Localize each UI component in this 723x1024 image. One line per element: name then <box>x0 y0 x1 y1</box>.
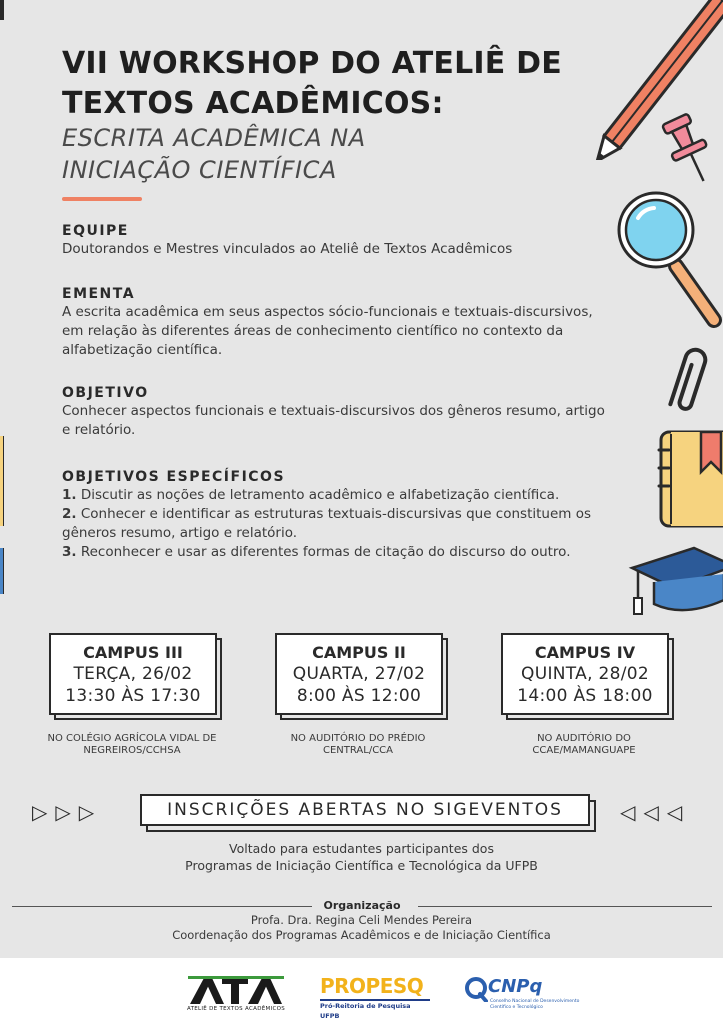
campus-day: TERÇA, 26/02 <box>73 664 193 684</box>
campus-time: 8:00 ÀS 12:00 <box>296 686 422 706</box>
audience-line: Programas de Iniciação Científica e Tecnológica da UFPB <box>185 858 538 873</box>
cnpq-logo-mark <box>464 976 488 1002</box>
box-front <box>49 633 217 715</box>
magnifying-glass-icon <box>614 188 723 333</box>
campus-card <box>49 633 217 757</box>
section-text: A escrita acadêmica em seus aspectos sócio-funcionais e textuais-discursivos, em relação às diferentes áreas de conhecimento científico no contexto da alfabetização científica. <box>62 304 593 358</box>
section-heading: OBJETIVOS ESPECÍFICOS <box>62 469 286 485</box>
campus-place: NO AUDITÓRIO DO PRÉDIO CENTRAL/CCA <box>290 733 426 756</box>
title-line: VII WORKSHOP DO ATELIÊ DE <box>62 46 562 81</box>
item-text: Reconhecer e usar as diferentes formas de citação do discurso do outro. <box>76 544 571 560</box>
propesq-logo-text: PROPESQ <box>320 974 424 998</box>
propesq-logo-subtitle: Pró-Reitoria de Pesquisa UFPB <box>320 1002 411 1020</box>
campus-place: NO COLÉGIO AGRÍCOLA VIDAL DE NEGREIROS/CCHSA <box>47 733 217 756</box>
box-front <box>275 633 443 715</box>
item-number: 2. <box>62 506 77 522</box>
section-ementa <box>62 285 607 360</box>
notebook-icon <box>655 428 723 530</box>
left-edge-decoration <box>0 548 4 594</box>
organization-label: Organização <box>323 899 401 912</box>
item-text: Discutir as noções de letramento acadêmico e alfabetização científica. <box>76 487 560 503</box>
section-equipe <box>62 222 607 259</box>
organization-header <box>12 899 712 913</box>
cnpq-logo-text: CNPq <box>488 976 543 997</box>
propesq-logo <box>320 974 432 1020</box>
list-item <box>62 505 607 543</box>
campus-box <box>49 633 217 715</box>
list-item <box>62 486 607 505</box>
list-item <box>62 543 607 562</box>
campus-time: 14:00 ÀS 18:00 <box>517 686 653 706</box>
campus-name: CAMPUS III <box>83 643 183 662</box>
ata-logo <box>186 976 286 1016</box>
logos-footer <box>0 958 723 1024</box>
item-number: 3. <box>62 544 77 560</box>
campus-box <box>275 633 443 715</box>
campus-place: NO AUDITÓRIO DO CCAE/MAMANGUAPE <box>532 733 636 756</box>
section-text: Doutorandos e Mestres vinculados ao Ateliê de Textos Acadêmicos <box>62 241 513 257</box>
section-heading: EMENTA <box>62 286 136 302</box>
campus-name: CAMPUS II <box>312 643 406 662</box>
campus-time: 13:30 ÀS 17:30 <box>65 686 201 706</box>
accent-divider <box>62 197 142 201</box>
left-edge-decoration <box>0 436 4 526</box>
cnpq-logo-subtitle: Conselho Nacional de Desenvolvimento <box>490 999 580 1004</box>
organization-line: Coordenação dos Programas Acadêmicos e de Iniciação Científica <box>172 928 551 942</box>
campus-box <box>501 633 669 715</box>
ata-logo-text: ATELIÊ DE TEXTOS ACADÊMICOS <box>186 1006 286 1012</box>
organization-info <box>0 913 723 943</box>
section-heading: OBJETIVO <box>62 385 149 401</box>
ata-logo-mark <box>186 976 286 1004</box>
paperclip-icon <box>656 342 716 422</box>
arrows-right-icon: ▷▷▷ <box>32 800 103 824</box>
subtitle-line: ESCRITA ACADÊMICA NA <box>62 124 366 152</box>
item-number: 1. <box>62 487 77 503</box>
section-heading: EQUIPE <box>62 223 129 239</box>
section-objetivos-especificos <box>62 468 607 562</box>
section-text: Conhecer aspectos funcionais e textuais-discursivos dos gêneros resumo, artigo e relatório. <box>62 403 605 438</box>
campus-day: QUARTA, 27/02 <box>292 664 426 684</box>
subtitle-line: INICIAÇÃO CIENTÍFICA <box>62 156 337 184</box>
box-front <box>501 633 669 715</box>
title-line: TEXTOS ACADÊMICOS: <box>62 86 444 121</box>
registration-label: INSCRIÇÕES ABERTAS NO SIGEVENTOS <box>140 794 590 826</box>
arrows-left-icon: ◁◁◁ <box>620 800 691 824</box>
campus-name: CAMPUS IV <box>534 643 636 662</box>
item-text: Conhecer e identificar as estruturas textuais-discursivas que constituem os gêneros resumo, artigo e relatório. <box>62 506 592 541</box>
graduation-cap-icon <box>624 538 723 620</box>
cnpq-logo <box>464 976 580 1016</box>
pushpin-icon <box>660 112 720 192</box>
campus-card <box>275 633 443 757</box>
audience-line: Voltado para estudantes participantes dos <box>229 841 494 856</box>
campus-card <box>501 633 669 757</box>
registration-banner <box>140 794 590 826</box>
page-subtitle <box>62 122 366 186</box>
organization-line: Profa. Dra. Regina Celi Mendes Pereira <box>250 913 473 927</box>
cnpq-logo-subtitle: Científico e Tecnológico <box>490 1005 543 1010</box>
page-title <box>62 44 622 124</box>
campus-day: QUINTA, 28/02 <box>521 664 649 684</box>
audience-note <box>0 840 723 874</box>
left-edge-decoration <box>0 0 4 20</box>
section-objetivo <box>62 384 607 440</box>
